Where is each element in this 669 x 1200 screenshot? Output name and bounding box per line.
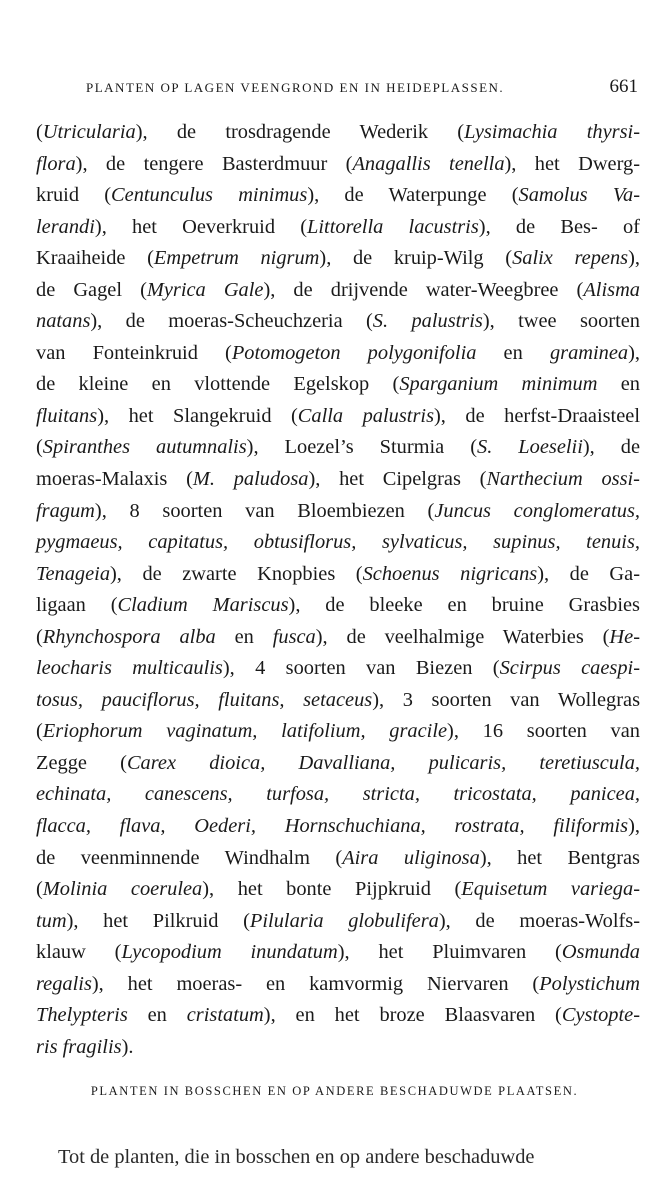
latin-name: Lysimachia thyrsi- — [464, 121, 640, 143]
text-run: van Fonteinkruid ( — [36, 341, 232, 364]
text-run: ), 3 soorten van Wollegras — [372, 688, 641, 711]
latin-name: Molinia coerulea — [42, 878, 203, 901]
text-line — [36, 716, 640, 748]
text-run: ligaan ( — [36, 594, 118, 617]
latin-name: Rhynchospora alba — [42, 625, 216, 648]
running-head — [86, 76, 638, 100]
text-line — [36, 306, 640, 338]
latin-name: Littorella lacustris — [307, 215, 479, 238]
text-run: ), de trosdragende Wederik ( — [135, 121, 465, 143]
section-first-line: Tot de planten, die in bosschen en op andere beschaduwde — [58, 1146, 535, 1168]
latin-name: S. Loeselii — [477, 436, 583, 459]
text-run: ), de veelhalmige Waterbies ( — [315, 625, 610, 648]
latin-name: ris fragilis — [36, 1035, 122, 1058]
latin-name: Salix repens — [512, 247, 629, 270]
latin-name: leocharis multicaulis — [36, 657, 223, 680]
latin-name: Utricularia — [42, 121, 136, 143]
text-line — [36, 559, 640, 591]
latin-name: Potomogeton polygonifolia — [231, 341, 477, 364]
latin-name: tosus, pauciflorus, fluitans, setaceus — [36, 688, 373, 711]
latin-name: S. palustris — [372, 310, 483, 333]
text-run: ), de — [582, 436, 641, 459]
text-line — [36, 874, 640, 906]
text-line — [36, 653, 640, 685]
latin-name: Samolus Va- — [518, 184, 640, 207]
latin-name: Centunculus minimus — [111, 184, 308, 207]
latin-name: graminea — [549, 341, 629, 364]
latin-name: fluitans — [36, 404, 98, 427]
text-line — [36, 969, 640, 1001]
text-run: ( — [36, 625, 43, 648]
text-run: ( — [36, 720, 43, 743]
text-line — [36, 1000, 640, 1032]
latin-name: Carex dioica, Davalliana, pulicaris, teretiuscula, — [126, 751, 640, 774]
latin-name: echinata, canescens, turfosa, stricta, tricostata, panicea, — [36, 783, 640, 806]
text-run: ( — [36, 436, 43, 459]
text-line — [36, 906, 640, 938]
text-run: ), — [628, 247, 640, 270]
text-run: ), 8 soorten van Bloembiezen ( — [94, 499, 435, 522]
latin-name: fragum — [36, 499, 95, 522]
latin-name: Thelypteris — [36, 1004, 128, 1027]
text-line — [36, 748, 640, 780]
text-run: klauw ( — [36, 941, 122, 964]
text-run: ), en het broze Blaasvaren ( — [263, 1004, 562, 1027]
text-line — [36, 149, 640, 181]
text-run: ), de zwarte Knopbies ( — [110, 562, 363, 585]
text-run: de kleine en vlottende Egelskop ( — [36, 373, 400, 396]
text-line — [36, 275, 640, 307]
text-run: ), de bleeke en bruine Grasbies — [288, 594, 640, 617]
body-paragraph — [36, 117, 640, 1063]
latin-name: Empetrum nigrum — [153, 247, 320, 270]
latin-name: fusca — [272, 625, 316, 648]
text-run: ), — [628, 341, 640, 364]
text-run: ), de moeras-Scheuchzeria ( — [90, 310, 373, 333]
text-line — [36, 685, 640, 717]
latin-name: Tenageia — [36, 562, 111, 585]
section-heading: PLANTEN IN BOSSCHEN EN OP ANDERE BESCHADUWDE PLAATSEN. — [90, 1084, 579, 1098]
text-line — [36, 338, 640, 370]
latin-name: Narthecium ossi- — [486, 468, 640, 491]
text-run: ), de drijvende water-Weegbree ( — [263, 278, 584, 301]
text-run: ), de Bes- of — [478, 215, 640, 238]
latin-name: flacca, flava, Oederi, Hornschuchiana, rostrata, filiformis — [36, 815, 629, 838]
text-run: en — [215, 625, 273, 648]
text-line — [36, 212, 640, 244]
text-run: ( — [36, 878, 43, 901]
text-run: ), het Oeverkruid ( — [94, 215, 308, 238]
latin-name: Lycopodium inundatum — [121, 941, 338, 964]
running-title: PLANTEN OP LAGEN VEENGROND EN IN HEIDEPLASSEN. — [86, 80, 505, 95]
text-run: de Gagel ( — [36, 278, 147, 301]
latin-name: Alisma — [583, 278, 640, 301]
text-line — [36, 1032, 640, 1064]
page-number: 661 — [609, 76, 638, 97]
text-line — [36, 937, 640, 969]
latin-name: Osmunda — [561, 941, 640, 964]
text-run: ). — [121, 1035, 134, 1058]
text-run: ), Loezel’s Sturmia ( — [246, 436, 477, 459]
text-line — [36, 117, 640, 149]
text-run: ), het Slangekruid ( — [97, 404, 298, 427]
latin-name: Spiranthes autumnalis — [42, 436, 247, 459]
text-run: de veenminnende Windhalm ( — [36, 846, 343, 869]
text-run: ( — [36, 121, 43, 143]
text-line — [36, 464, 640, 496]
text-run: ), de herfst-Draaisteel — [434, 404, 640, 427]
text-run: ), het Pluimvaren ( — [337, 941, 562, 964]
text-run: ), het Dwerg- — [504, 152, 640, 175]
text-run: ), het moeras- en kamvormig Niervaren ( — [91, 972, 540, 995]
latin-name: Eriophorum vaginatum, latifolium, gracile — [42, 720, 448, 743]
text-run: en — [476, 341, 550, 364]
text-run: Kraaiheide ( — [36, 247, 154, 270]
latin-name: Polystichum — [539, 972, 640, 995]
text-line — [36, 779, 640, 811]
text-run: ), de Ga- — [537, 562, 640, 585]
latin-name: Equisetum variega- — [461, 878, 640, 901]
text-run: ), het bonte Pijpkruid ( — [202, 878, 462, 901]
latin-name: Schoenus nigricans — [362, 562, 538, 585]
text-run: ), de kruip-Wilg ( — [319, 247, 513, 270]
text-run: ), de tengere Basterdmuur ( — [75, 152, 353, 175]
text-run: Zegge ( — [36, 751, 127, 774]
text-run: moeras-Malaxis ( — [36, 468, 193, 491]
text-line — [36, 401, 640, 433]
latin-name: Sparganium minimum — [399, 373, 598, 396]
latin-name: regalis — [36, 972, 92, 995]
latin-name: Cystopte- — [561, 1004, 641, 1027]
latin-name: Scirpus caespi- — [499, 657, 640, 680]
latin-name: Anagallis tenella — [352, 152, 505, 175]
text-run: en — [127, 1004, 187, 1027]
text-run: ), de Waterpunge ( — [307, 184, 519, 207]
text-line — [36, 180, 640, 212]
latin-name: lerandi — [36, 215, 95, 238]
latin-name: M. paludosa — [192, 468, 309, 491]
latin-name: Cladium Mariscus — [117, 594, 289, 617]
text-line — [36, 496, 640, 528]
text-run: kruid ( — [36, 184, 112, 207]
text-line — [36, 590, 640, 622]
latin-name: Calla palustris — [297, 404, 434, 427]
text-line — [36, 622, 640, 654]
text-run: ), het Bentgras — [479, 846, 640, 869]
latin-name: Aira uliginosa — [342, 846, 480, 869]
latin-name: cristatum — [186, 1004, 264, 1027]
text-line — [36, 369, 640, 401]
text-line — [36, 432, 640, 464]
text-line — [36, 843, 640, 875]
latin-name: natans — [36, 310, 91, 333]
latin-name: flora — [36, 152, 76, 175]
text-run: ), — [628, 815, 640, 838]
text-line — [36, 243, 640, 275]
latin-name: Myrica Gale — [146, 278, 264, 301]
latin-name: pygmaeus, capitatus, obtusiflorus, sylvaticus, supinus, tenuis, — [36, 531, 640, 554]
text-run: ), de moeras-Wolfs- — [438, 909, 640, 932]
latin-name: Juncus conglomeratus, — [434, 499, 640, 522]
text-line — [36, 527, 640, 559]
text-run: ), het Pilkruid ( — [66, 909, 250, 932]
text-line — [36, 811, 640, 843]
latin-name: He- — [609, 625, 640, 648]
text-run: ), twee soorten — [482, 310, 641, 333]
text-run: ), 16 soorten van — [447, 720, 641, 743]
latin-name: Pilularia globulifera — [249, 909, 439, 932]
text-run: ), het Cipelgras ( — [308, 468, 487, 491]
text-run: ), 4 soorten van Biezen ( — [222, 657, 500, 680]
text-run: en — [597, 373, 641, 396]
latin-name: tum — [36, 909, 67, 932]
